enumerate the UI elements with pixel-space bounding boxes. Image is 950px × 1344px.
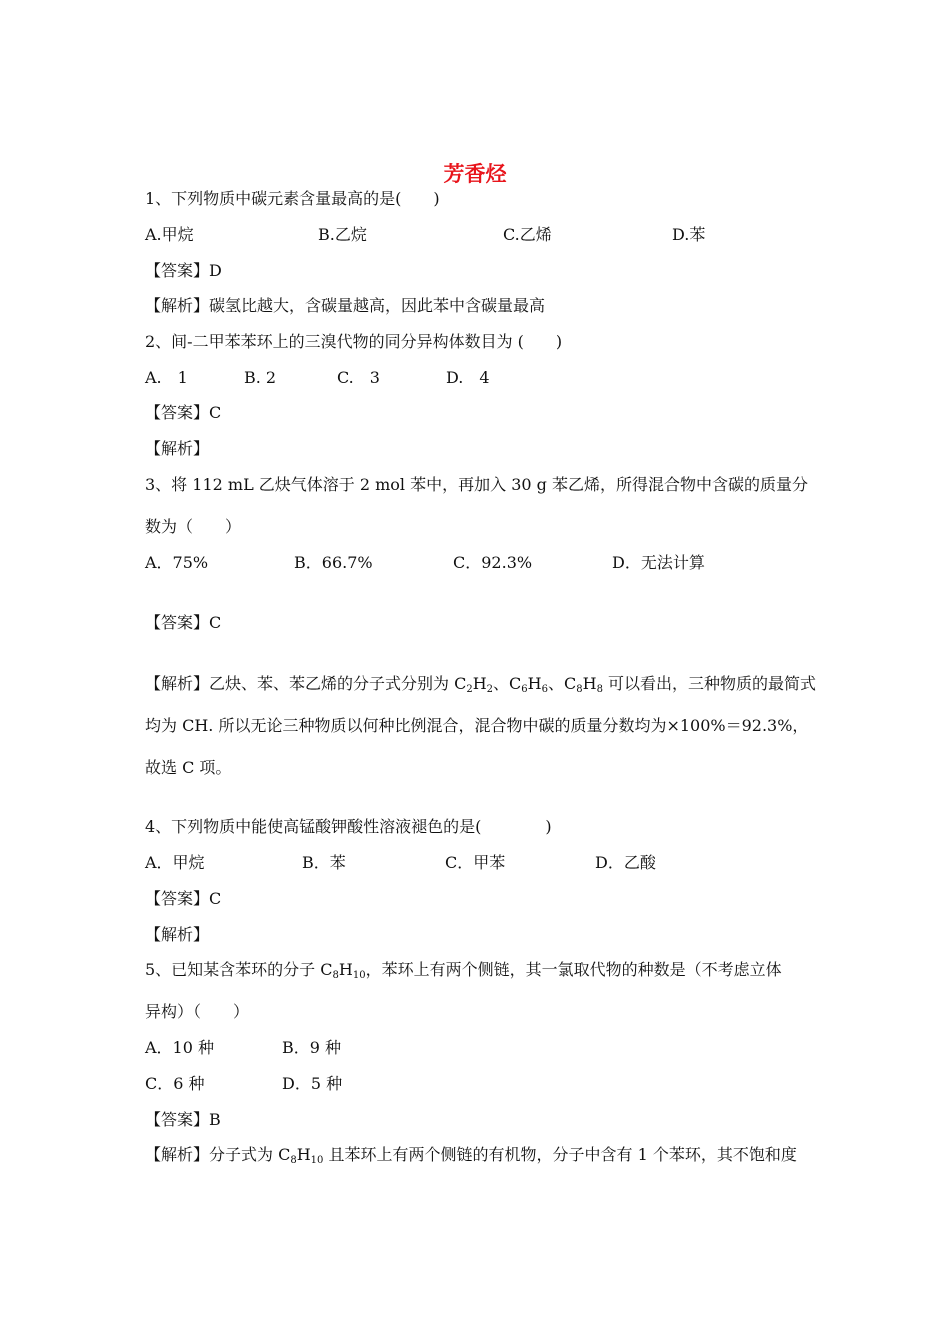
q5-answer: 【答案】B <box>145 1110 221 1129</box>
q2-answer: 【答案】C <box>145 403 222 422</box>
q1-option-c: C.乙烯 <box>503 225 552 244</box>
q1-answer: 【答案】D <box>145 261 222 280</box>
q4-option-a: A．甲烷 <box>145 853 205 872</box>
q3-answer: 【答案】C <box>145 613 222 632</box>
question-1: 1、下列物质中碳元素含量最高的是( ) <box>145 189 440 208</box>
q4-option-c: C．甲苯 <box>445 853 506 872</box>
question-3-line-2: 数为（ ） <box>145 517 242 536</box>
q3-analysis-line-2: 均为 CH. 所以无论三种物质以何种比例混合，混合物中碳的质量分数均为×100%＝92.3%， <box>145 716 809 735</box>
q3-option-a: A．75% <box>145 553 209 572</box>
q4-option-b: B．苯 <box>302 853 346 872</box>
q3-option-d: D．无法计算 <box>612 553 705 572</box>
question-4: 4、下列物质中能使高锰酸钾酸性溶液褪色的是( ) <box>145 817 552 836</box>
q1-option-b: B.乙烷 <box>318 225 367 244</box>
q1-option-d: D.苯 <box>672 225 706 244</box>
q5-option-a: A．10 种 <box>145 1038 215 1057</box>
question-2: 2、间-二甲苯苯环上的三溴代物的同分异构体数目为 ( ) <box>145 332 563 351</box>
q4-answer: 【答案】C <box>145 889 222 908</box>
q4-analysis: 【解析】 <box>145 925 210 944</box>
q4-option-d: D．乙酸 <box>595 853 656 872</box>
q3-analysis-line-3: 故选 C 项。 <box>145 758 232 777</box>
q5-analysis-line-1: 【解析】分子式为 $C_8H_{10}$ 且苯环上有两个侧链的有机物，分子中含有 1 个苯环，其不饱和度 <box>145 1145 797 1166</box>
q2-option-c: C. 3 <box>337 368 380 387</box>
question-5-line-1: 5、已知某含苯环的分子 $C_8H_{10}$，苯环上有两个侧链，其一氯取代物的种数是（不考虑立体 <box>145 960 782 981</box>
q2-option-d: D. 4 <box>446 368 490 387</box>
q3-option-b: B．66.7% <box>294 553 373 572</box>
q3-option-c: C．92.3% <box>453 553 533 572</box>
q5-option-d: D．5 种 <box>282 1074 343 1093</box>
q2-analysis: 【解析】 <box>145 439 210 458</box>
question-5-line-2: 异构）（ ） <box>145 1002 250 1021</box>
q1-analysis: 【解析】碳氢比越大，含碳量越高，因此苯中含碳量最高 <box>145 296 546 315</box>
q2-option-a: A. 1 <box>145 368 188 387</box>
q2-option-b: B. 2 <box>244 368 277 387</box>
q5-option-b: B．9 种 <box>282 1038 342 1057</box>
q3-analysis-line-1: 【解析】乙炔、苯、苯乙烯的分子式分别为 $C_2H_2$、$C_6H_6$、$C_8H_8$ 可以看出，三种物质的最简式 <box>145 674 817 695</box>
question-3-line-1: 3、将 112 mL 乙炔气体溶于 2 mol 苯中，再加入 30 g 苯乙烯，所得混合物中含碳的质量分 <box>145 475 808 494</box>
q1-option-a: A.甲烷 <box>145 225 194 244</box>
q5-option-c: C．6 种 <box>145 1074 205 1093</box>
page-title: 芳香烃 <box>443 161 507 186</box>
